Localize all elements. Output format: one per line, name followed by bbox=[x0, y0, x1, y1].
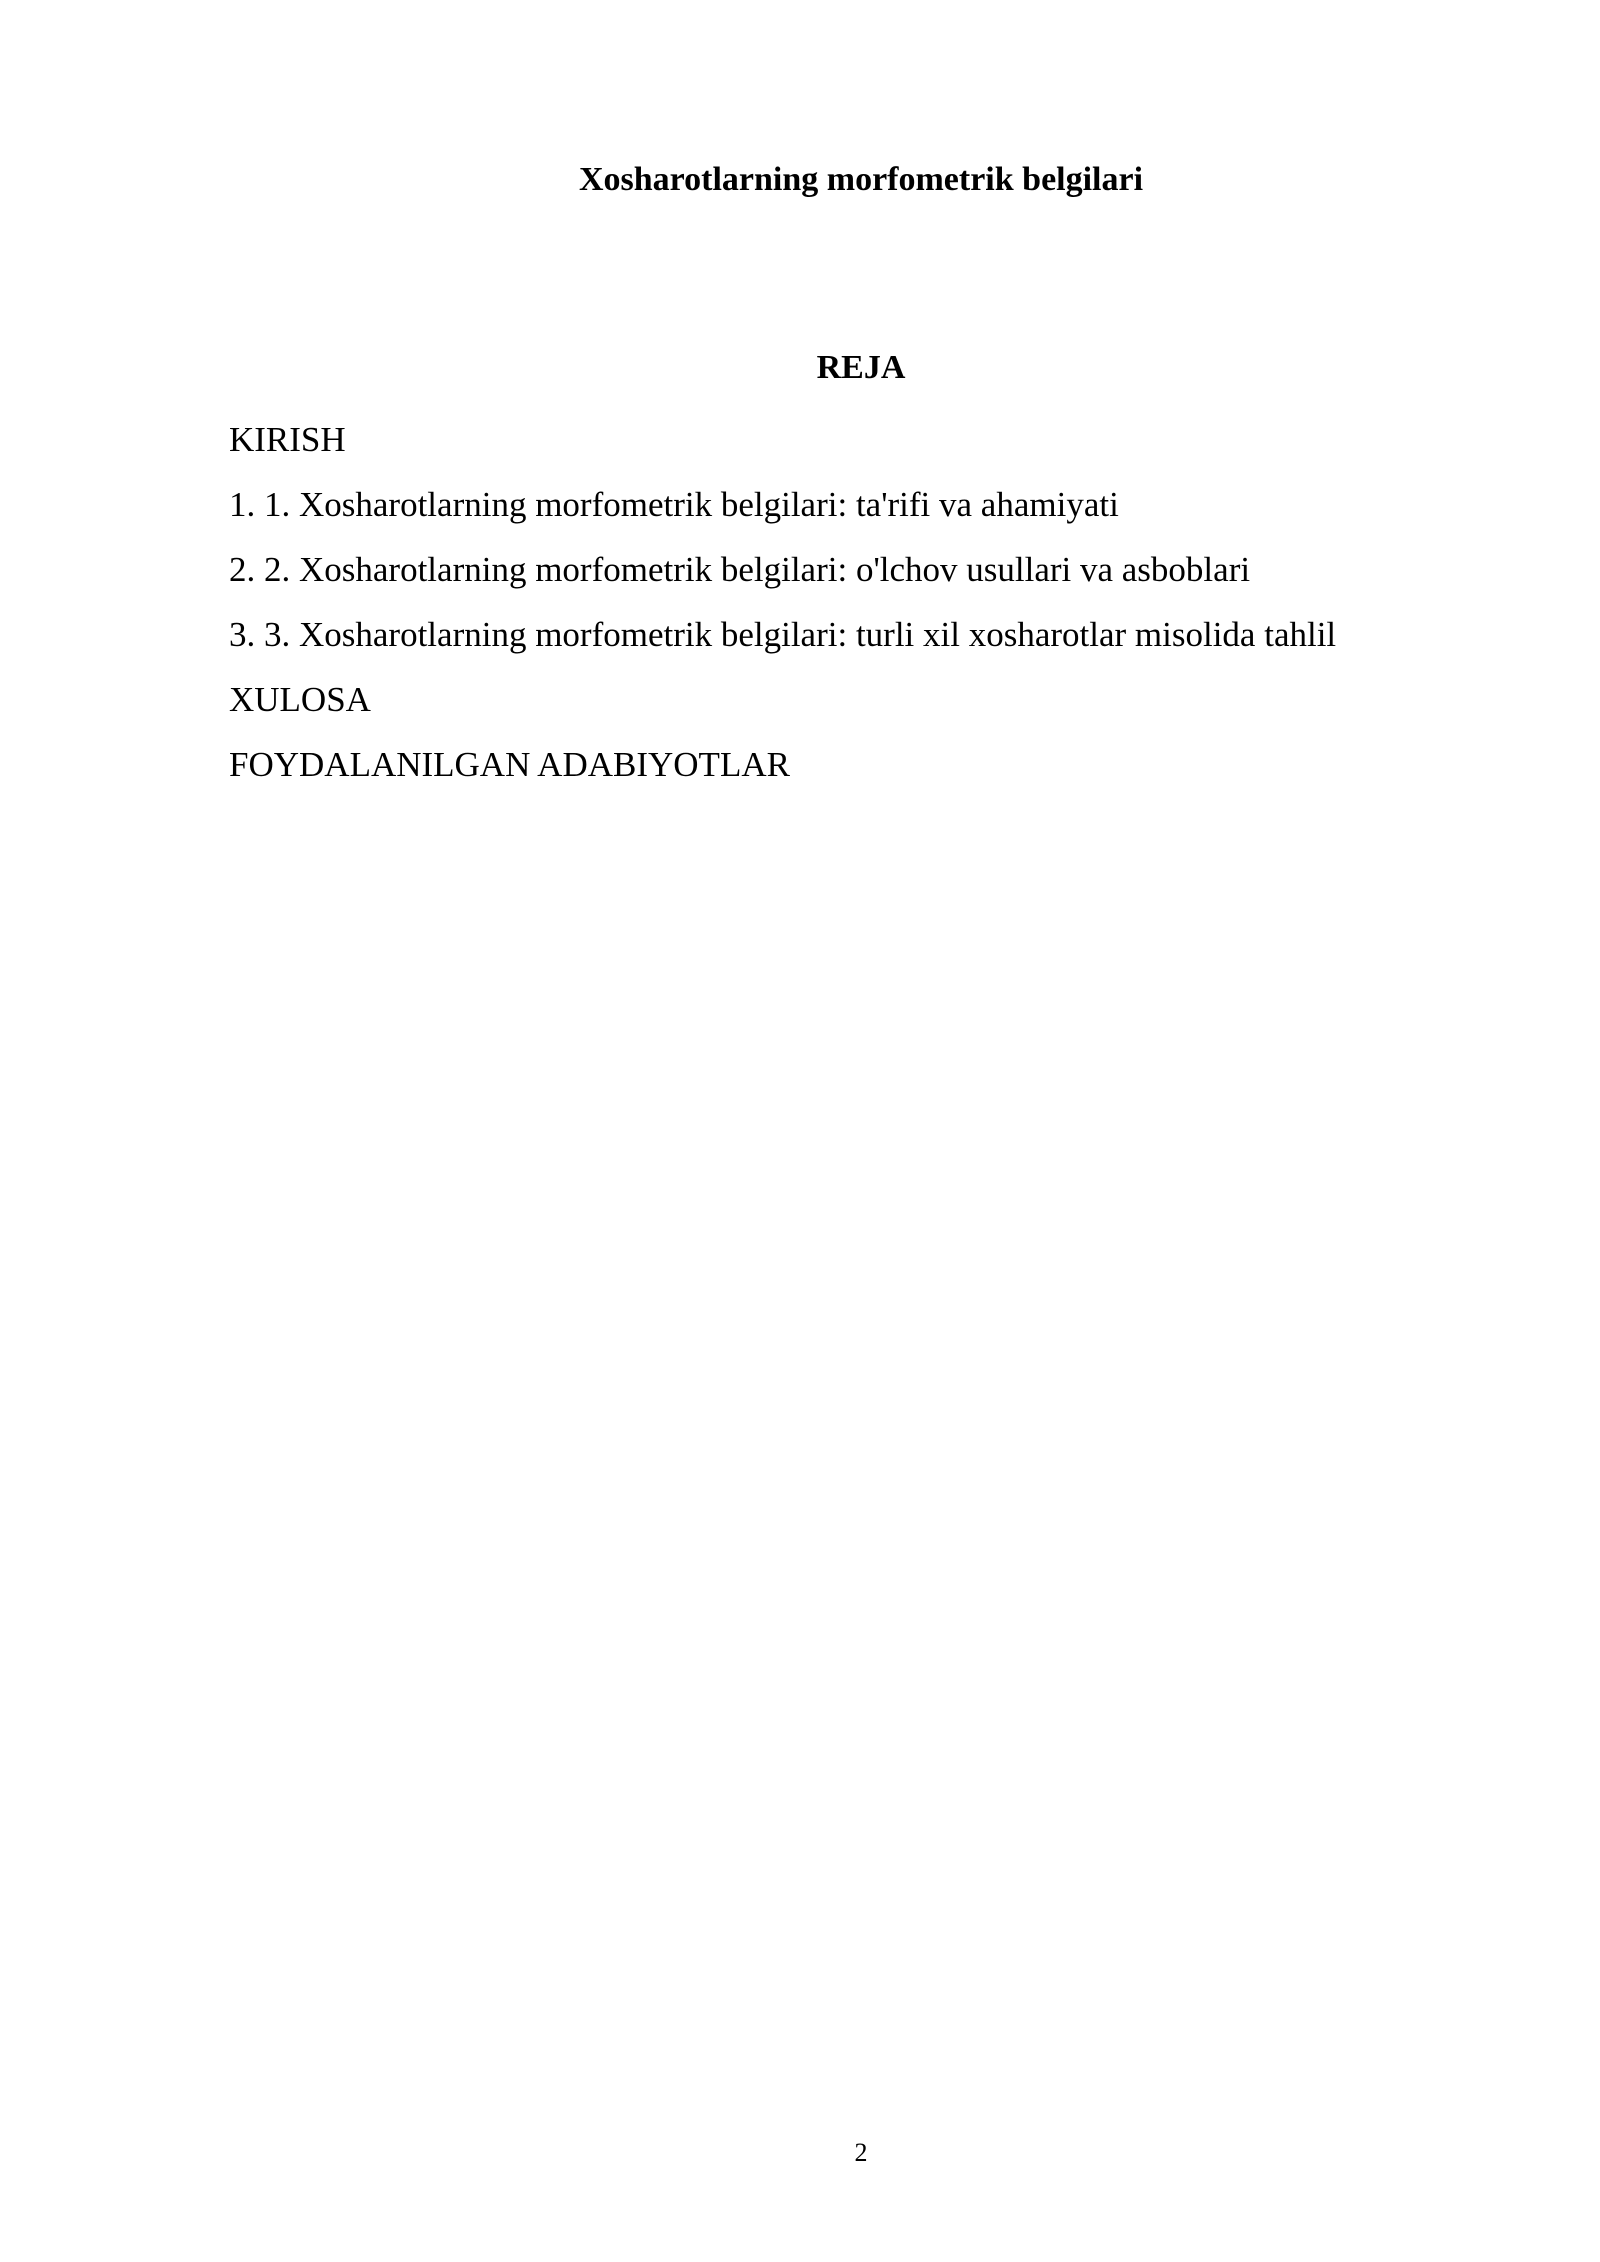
plan-item-2: 2. 2. Xosharotlarning morfometrik belgilari: o'lchov usullari va asboblari bbox=[229, 550, 1251, 589]
plan-item-introduction: KIRISH bbox=[229, 420, 346, 459]
document-title: Xosharotlarning morfometrik belgilari bbox=[578, 161, 1144, 198]
plan-item-1: 1. 1. Xosharotlarning morfometrik belgilari: ta'rifi va ahamiyati bbox=[229, 485, 1119, 524]
plan-item-conclusion: XULOSA bbox=[229, 680, 371, 719]
plan-item-references: FOYDALANILGAN ADABIYOTLAR bbox=[229, 745, 790, 784]
plan-list bbox=[229, 420, 1336, 810]
page-number: 2 bbox=[854, 2138, 868, 2167]
plan-item-3: 3. 3. Xosharotlarning morfometrik belgilari: turli xil xosharotlar misolida tahlil bbox=[229, 615, 1337, 654]
plan-heading: REJA bbox=[816, 349, 906, 386]
